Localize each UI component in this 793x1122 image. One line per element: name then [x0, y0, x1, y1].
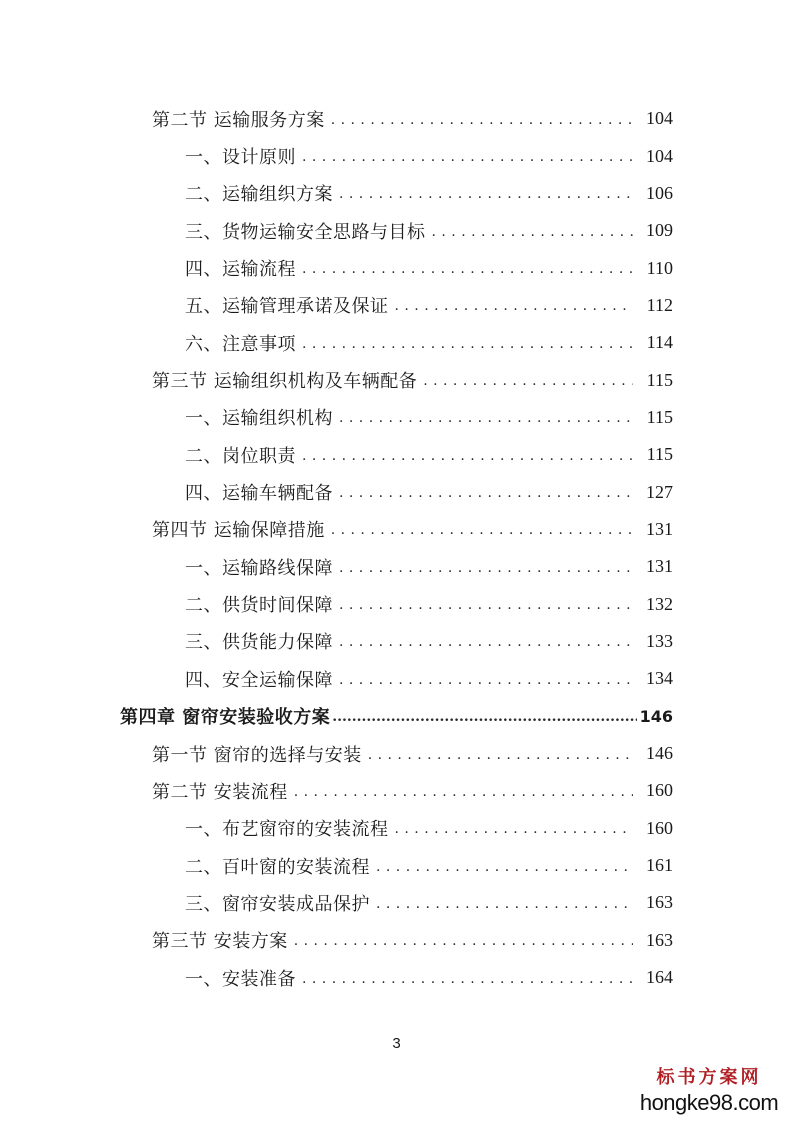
toc-entry[interactable]	[0, 137, 793, 174]
toc-entry-page: 104	[646, 108, 673, 129]
toc-entry-title: 一、设计原则	[185, 147, 296, 169]
toc-dot-leader	[302, 448, 633, 464]
toc-entry-page: 112	[646, 294, 673, 315]
toc-entry[interactable]	[0, 884, 793, 921]
toc-entry-page: 115	[646, 369, 673, 390]
toc-dot-leader	[423, 373, 633, 389]
toc-dot-leader	[331, 522, 633, 538]
toc-entry[interactable]	[0, 212, 793, 249]
toc-entry-page: 163	[646, 929, 673, 950]
toc-entry-page: 106	[646, 182, 673, 203]
toc-entry[interactable]	[0, 175, 793, 212]
toc-entry-title: 第二节 运输服务方案	[152, 109, 325, 131]
toc-entry-page: 127	[646, 481, 673, 502]
watermark-url: hongke98.com	[639, 1090, 779, 1115]
toc-dot-leader	[339, 560, 633, 576]
toc-entry[interactable]	[0, 287, 793, 324]
toc-dot-leader	[395, 821, 634, 837]
toc-entry[interactable]	[0, 660, 793, 697]
toc-entry-title: 一、安装准备	[185, 968, 296, 990]
toc-entry-page: 109	[646, 220, 673, 241]
toc-entry-page: 131	[646, 518, 673, 539]
toc-entry-page: 146	[646, 743, 673, 764]
toc-entry[interactable]	[0, 511, 793, 548]
toc-entry-title: 二、百叶窗的安装流程	[185, 856, 370, 878]
toc-dot-leader	[339, 485, 633, 501]
toc-entry-page: 115	[646, 444, 673, 465]
toc-entry-title: 第四节 运输保障措施	[152, 520, 325, 542]
toc-dot-leader	[294, 784, 633, 800]
toc-entry-title: 第三节 运输组织机构及车辆配备	[152, 371, 418, 393]
toc-entry[interactable]	[0, 399, 793, 436]
toc-dot-leader	[395, 298, 634, 314]
toc-dot-leader	[432, 224, 634, 240]
table-of-contents	[0, 100, 793, 996]
toc-entry-page: 115	[646, 406, 673, 427]
toc-entry-title: 四、安全运输保障	[185, 669, 333, 691]
toc-entry-page: 134	[646, 668, 673, 689]
toc-dot-leader	[331, 112, 633, 128]
toc-entry-title: 第一节 窗帘的选择与安装	[152, 744, 362, 766]
toc-entry-title: 三、窗帘安装成品保护	[185, 893, 370, 915]
toc-entry[interactable]	[0, 548, 793, 585]
toc-entry-title: 第三节 安装方案	[152, 931, 288, 953]
toc-dot-leader	[302, 149, 633, 165]
toc-entry-page: 133	[646, 630, 673, 651]
toc-entry[interactable]	[0, 473, 793, 510]
toc-dot-leader	[302, 971, 633, 987]
toc-entry[interactable]	[0, 847, 793, 884]
toc-entry-title: 三、货物运输安全思路与目标	[185, 221, 426, 243]
toc-dot-leader	[339, 634, 633, 650]
toc-entry-page: 110	[646, 257, 673, 278]
toc-entry[interactable]	[0, 735, 793, 772]
toc-dot-leader	[332, 709, 637, 725]
toc-dot-leader	[339, 186, 633, 202]
toc-entry-page: 131	[646, 556, 673, 577]
toc-entry-title: 一、运输组织机构	[185, 408, 333, 430]
toc-entry[interactable]	[0, 249, 793, 286]
page-number: 3	[392, 1035, 401, 1052]
toc-dot-leader	[294, 933, 633, 949]
toc-entry[interactable]	[0, 436, 793, 473]
toc-entry[interactable]	[0, 810, 793, 847]
toc-dot-leader	[302, 261, 633, 277]
toc-entry-page: 161	[646, 855, 673, 876]
toc-entry[interactable]	[0, 585, 793, 622]
toc-entry-page: 132	[646, 593, 673, 614]
toc-entry-page: 163	[646, 892, 673, 913]
toc-entry[interactable]	[0, 959, 793, 996]
toc-entry-page: 164	[646, 967, 673, 988]
toc-entry[interactable]	[0, 772, 793, 809]
toc-entry[interactable]	[0, 623, 793, 660]
toc-dot-leader	[368, 747, 633, 763]
toc-dot-leader	[339, 672, 633, 688]
toc-entry-page: 146	[639, 706, 673, 726]
toc-entry-title: 第二节 安装流程	[152, 781, 288, 803]
toc-entry[interactable]	[0, 922, 793, 959]
toc-entry-title: 六、注意事项	[185, 333, 296, 355]
watermark-site-name: 标书方案网	[656, 1067, 762, 1088]
watermark	[639, 1066, 779, 1116]
toc-entry-title: 第四章 窗帘安装验收方案	[120, 707, 331, 729]
toc-entry[interactable]	[0, 361, 793, 398]
toc-entry-title: 二、岗位职责	[185, 445, 296, 467]
toc-entry[interactable]	[0, 100, 793, 137]
toc-entry-page: 104	[646, 145, 673, 166]
toc-entry-title: 五、运输管理承诺及保证	[185, 296, 389, 318]
toc-entry-page: 114	[646, 332, 673, 353]
toc-entry-title: 三、供货能力保障	[185, 632, 333, 654]
toc-dot-leader	[376, 896, 633, 912]
toc-entry-title: 二、运输组织方案	[185, 184, 333, 206]
toc-entry-title: 一、运输路线保障	[185, 557, 333, 579]
toc-entry-title: 二、供货时间保障	[185, 595, 333, 617]
toc-entry-page: 160	[646, 780, 673, 801]
toc-dot-leader	[376, 859, 633, 875]
toc-dot-leader	[339, 597, 633, 613]
toc-entry[interactable]	[0, 324, 793, 361]
toc-entry[interactable]	[0, 698, 793, 735]
toc-entry-title: 一、布艺窗帘的安装流程	[185, 819, 389, 841]
toc-entry-page: 160	[646, 817, 673, 838]
toc-dot-leader	[339, 410, 633, 426]
toc-entry-title: 四、运输车辆配备	[185, 483, 333, 505]
toc-entry-title: 四、运输流程	[185, 259, 296, 281]
toc-dot-leader	[302, 336, 633, 352]
